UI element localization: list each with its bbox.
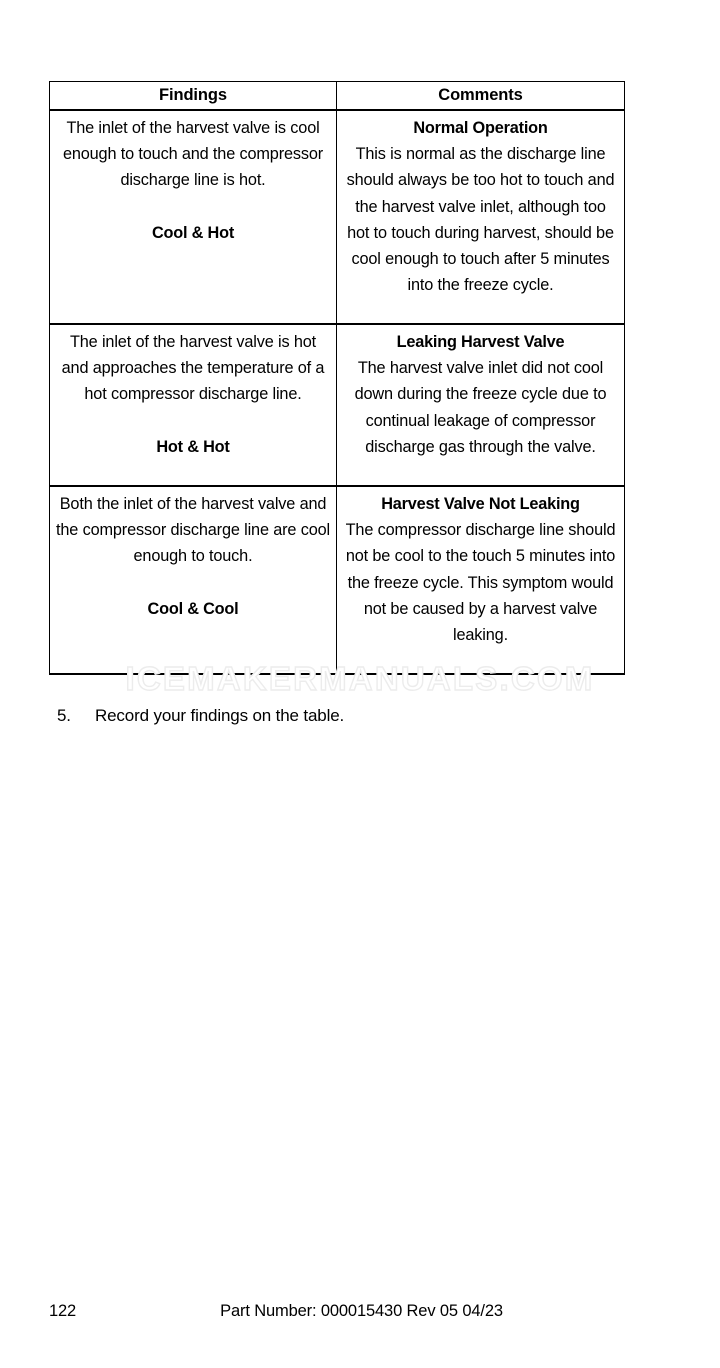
comments-description: This is normal as the discharge line should always be too hot to touch and the harvest valve inlet, although too hot to touch during harvest, should be cool enough to touch after 5 minutes into the freeze cycle.	[346, 145, 615, 295]
findings-tag: Hot & Hot	[156, 437, 230, 456]
comments-description: The compressor discharge line should not be cool to the touch 5 minutes into the freeze cycle. This symptom would not be caused by a harvest valve leaking.	[345, 521, 616, 645]
findings-comments-table	[49, 81, 625, 675]
findings-description: Both the inlet of the harvest valve and the compressor discharge line are cool enough to touch.	[56, 495, 330, 566]
numbered-step	[57, 703, 617, 729]
cell-spacer	[56, 194, 330, 220]
comments-cell	[337, 486, 625, 674]
site-watermark: ICEMAKERMANUALS.COM	[125, 660, 595, 697]
table-row	[50, 324, 625, 486]
findings-cell	[50, 486, 337, 674]
findings-cell	[50, 324, 337, 486]
findings-description: The inlet of the harvest valve is hot and approaches the temperature of a hot compressor discharge line.	[61, 333, 325, 404]
column-header-findings: Findings	[50, 82, 337, 111]
comments-heading: Harvest Valve Not Leaking	[381, 495, 580, 513]
cell-spacer	[56, 570, 330, 596]
step-text: Record your findings on the table.	[95, 706, 345, 725]
comments-description: The harvest valve inlet did not cool down during the freeze cycle due to continual leakage of compressor discharge gas through the valve.	[354, 359, 607, 456]
table-row	[50, 486, 625, 674]
footer-page-number: 122	[49, 1302, 77, 1320]
findings-description: The inlet of the harvest valve is cool enough to touch and the compressor discharge line is hot.	[62, 119, 324, 190]
table-row	[50, 110, 625, 324]
comments-heading: Normal Operation	[413, 119, 548, 137]
footer-part-number: Part Number: 000015430 Rev 05 04/23	[220, 1302, 503, 1320]
findings-tag: Cool & Hot	[151, 223, 235, 242]
comments-heading: Leaking Harvest Valve	[396, 333, 565, 351]
table-header-row	[50, 82, 625, 111]
findings-cell	[50, 110, 337, 324]
cell-spacer	[56, 408, 330, 434]
comments-cell	[337, 324, 625, 486]
step-number: 5.	[57, 706, 71, 725]
findings-tag: Cool & Cool	[147, 599, 239, 618]
comments-cell	[337, 110, 625, 324]
column-header-comments: Comments	[337, 82, 625, 111]
